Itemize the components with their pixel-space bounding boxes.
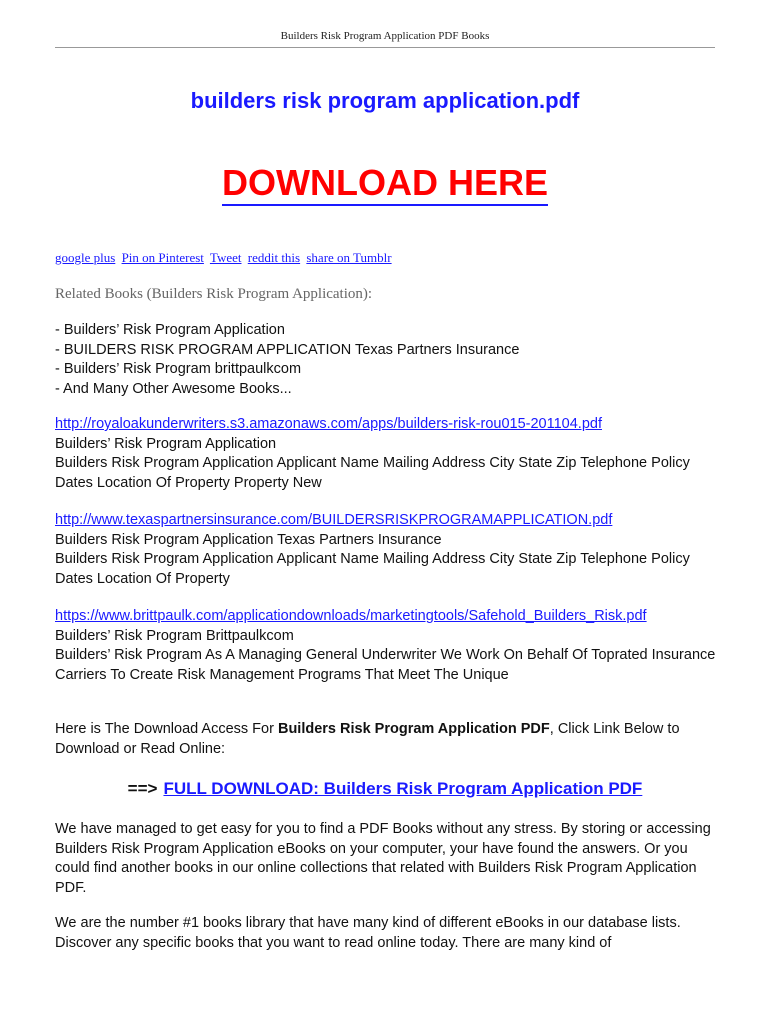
full-download-block xyxy=(0,779,770,799)
header-rule xyxy=(55,47,715,48)
share-links xyxy=(55,250,395,266)
access-text-after: , Click Link Below to Download or Read Online: xyxy=(55,721,680,757)
list-item: - BUILDERS RISK PROGRAM APPLICATION Texas Partners Insurance xyxy=(55,341,520,358)
book-entry xyxy=(55,607,720,685)
share-tumblr-link[interactable]: share on Tumblr xyxy=(306,250,392,265)
share-tweet-link[interactable]: Tweet xyxy=(209,250,242,265)
book-entry-title: Builders Risk Program Application Texas Partners Insurance xyxy=(55,531,442,548)
arrow-icon: ==> xyxy=(127,779,158,798)
download-here-block xyxy=(0,162,770,204)
book-entry-title: Builders’ Risk Program Application xyxy=(55,435,277,452)
body-paragraph: We have managed to get easy for you to find a PDF Books without any stress. By storing or accessing Builders Risk Program Application eBooks on your computer, your have found the answers. Or you could find another books in our online collections that related with Builders Risk Program Application PDF. xyxy=(55,821,711,896)
share-google-plus-link[interactable]: google plus xyxy=(55,250,116,265)
access-text-bold: Builders Risk Program Application PDF xyxy=(277,721,550,737)
body-paragraph: We are the number #1 books library that have many kind of different eBooks in our database lists. Discover any specific books that you want to read online today. There are many kind of xyxy=(55,915,681,951)
list-item: - And Many Other Awesome Books... xyxy=(55,380,292,397)
download-here-link[interactable]: DOWNLOAD HERE xyxy=(222,162,548,206)
book-entry-description: Builders’ Risk Program As A Managing General Underwriter We Work On Behalf Of Toprated Insurance Carriers To Create Risk Management Programs That Meet The Unique xyxy=(55,647,716,683)
full-download-link[interactable]: FULL DOWNLOAD: Builders Risk Program Application PDF xyxy=(163,779,643,798)
related-books-list xyxy=(55,321,519,399)
list-item: - Builders’ Risk Program brittpaulkcom xyxy=(55,361,302,377)
book-entry-description: Builders Risk Program Application Applicant Name Mailing Address City State Zip Telephone Policy Dates Location Of Property Property New xyxy=(55,455,690,491)
book-entry-url[interactable]: http://royaloakunderwriters.s3.amazonaws.com/apps/builders-risk-rou015-201104.pdf xyxy=(55,416,602,432)
related-books-heading: Related Books (Builders Risk Program Application): xyxy=(55,286,373,302)
share-pinterest-link[interactable]: Pin on Pinterest xyxy=(121,250,204,265)
running-header: Builders Risk Program Application PDF Books xyxy=(280,30,490,42)
book-entry-title: Builders’ Risk Program Brittpaulkcom xyxy=(55,627,294,644)
book-entry-url[interactable]: http://www.texaspartnersinsurance.com/BUILDERSRISKPROGRAMAPPLICATION.pdf xyxy=(55,512,613,528)
book-entry xyxy=(55,511,720,589)
share-reddit-link[interactable]: reddit this xyxy=(247,250,301,265)
page-title: builders risk program application.pdf xyxy=(190,88,580,113)
book-entry-description: Builders Risk Program Application Applicant Name Mailing Address City State Zip Telephone Policy Dates Location Of Property xyxy=(55,551,690,587)
book-entry xyxy=(55,415,720,493)
download-access-text xyxy=(55,720,720,759)
list-item: - Builders’ Risk Program Application xyxy=(55,322,285,338)
access-text-before: Here is The Download Access For xyxy=(55,721,278,737)
book-entry-url[interactable]: https://www.brittpaulk.com/applicationdownloads/marketingtools/Safehold_Builders_Risk.pdf xyxy=(55,608,647,624)
